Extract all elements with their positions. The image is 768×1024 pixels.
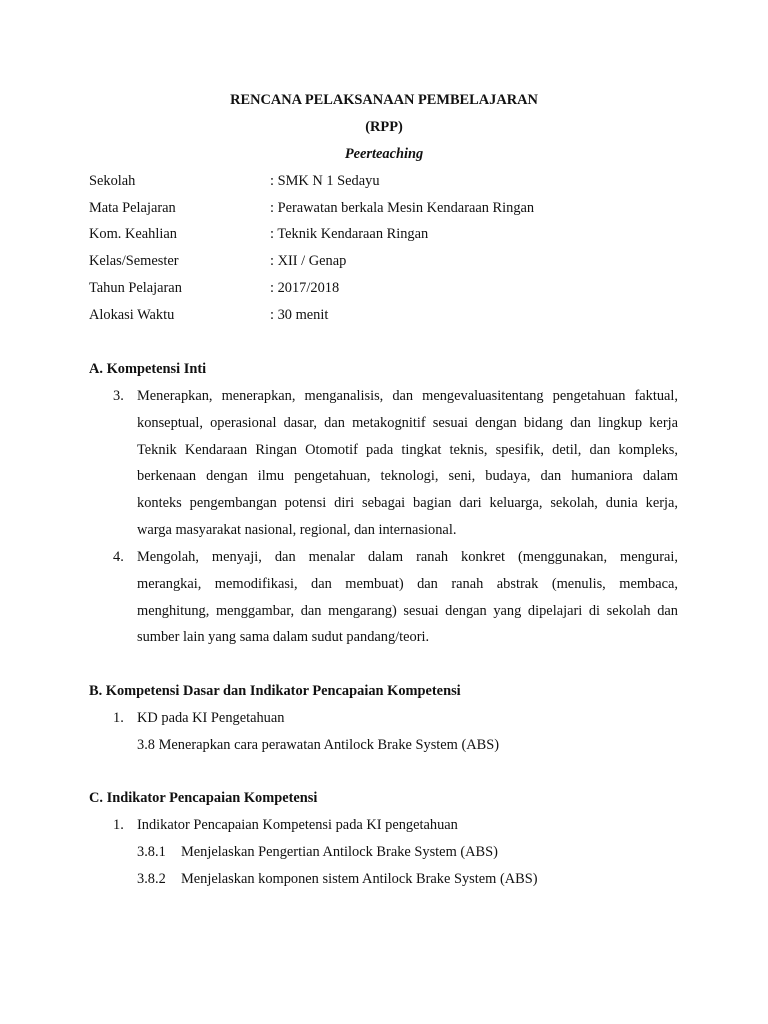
meta-value: : 30 menit — [270, 307, 329, 323]
section-b-heading: B. Kompetensi Dasar dan Indikator Pencapaian Kompetensi — [89, 683, 461, 699]
list-item-line: konteks pengembangan potensi diri sebagai bagian dari keluarga, sekolah, dunia kerja, — [137, 495, 678, 511]
meta-label: Kom. Keahlian — [89, 226, 177, 242]
indicator-text: Menjelaskan Pengertian Antilock Brake System (ABS) — [181, 844, 498, 860]
document-title: RENCANA PELAKSANAAN PEMBELAJARAN — [230, 92, 538, 108]
list-item-line: Mengolah, menyaji, dan menalar dalam ranah konkret (menggunakan, mengurai, — [137, 549, 678, 565]
list-item-line: menghitung, menggambar, dan mengarang) sesuai dengan yang dipelajari di sekolah dan — [137, 603, 678, 619]
indicator-number: 3.8.1 — [137, 844, 166, 860]
meta-value: : Perawatan berkala Mesin Kendaraan Ringan — [270, 200, 535, 216]
kd-item: 3.8 Menerapkan cara perawatan Antilock Brake System (ABS) — [137, 737, 500, 753]
section-c-heading: C. Indikator Pencapaian Kompetensi — [89, 790, 318, 806]
list-item-line: berkenaan dengan ilmu pengetahuan, teknologi, seni, budaya, dan humaniora dalam — [137, 468, 678, 484]
list-item-number: 1. — [113, 817, 124, 833]
list-item-number: 1. — [113, 710, 124, 726]
list-item-number: 4. — [113, 549, 124, 565]
list-item-line: konseptual, operasional dasar, dan metakognitif sesuai dengan bidang dan lingkup kerja — [137, 415, 678, 431]
list-item-text: KD pada KI Pengetahuan — [137, 710, 285, 726]
list-item-text: Indikator Pencapaian Kompetensi pada KI pengetahuan — [137, 817, 458, 833]
list-item-line: Menerapkan, menerapkan, menganalisis, dan mengevaluasitentang pengetahuan faktual, — [137, 388, 678, 404]
document-subtitle: (RPP) — [365, 119, 403, 135]
meta-label: Tahun Pelajaran — [89, 280, 182, 296]
list-item-number: 3. — [113, 388, 124, 404]
meta-value: : 2017/2018 — [270, 280, 340, 296]
meta-label: Mata Pelajaran — [89, 200, 176, 216]
meta-value: : Teknik Kendaraan Ringan — [270, 226, 429, 242]
meta-label: Sekolah — [89, 173, 136, 189]
indicator-text: Menjelaskan komponen sistem Antilock Brake System (ABS) — [181, 871, 538, 887]
meta-value: : SMK N 1 Sedayu — [270, 173, 380, 189]
indicator-number: 3.8.2 — [137, 871, 166, 887]
meta-value: : XII / Genap — [270, 253, 347, 269]
meta-label: Alokasi Waktu — [89, 307, 175, 323]
list-item-line: Teknik Kendaraan Ringan Otomotif pada tingkat teknis, spesifik, detil, dan kompleks, — [137, 442, 678, 458]
list-item-line: warga masyarakat nasional, regional, dan internasional. — [137, 522, 457, 538]
document-mode: Peerteaching — [344, 146, 424, 162]
section-a-heading: A. Kompetensi Inti — [89, 361, 207, 377]
list-item-line: merangkai, memodifikasi, dan membuat) dan ranah abstrak (menulis, membaca, — [137, 576, 678, 592]
list-item-line: sumber lain yang sama dalam sudut pandang/teori. — [137, 629, 430, 645]
meta-label: Kelas/Semester — [89, 253, 179, 269]
